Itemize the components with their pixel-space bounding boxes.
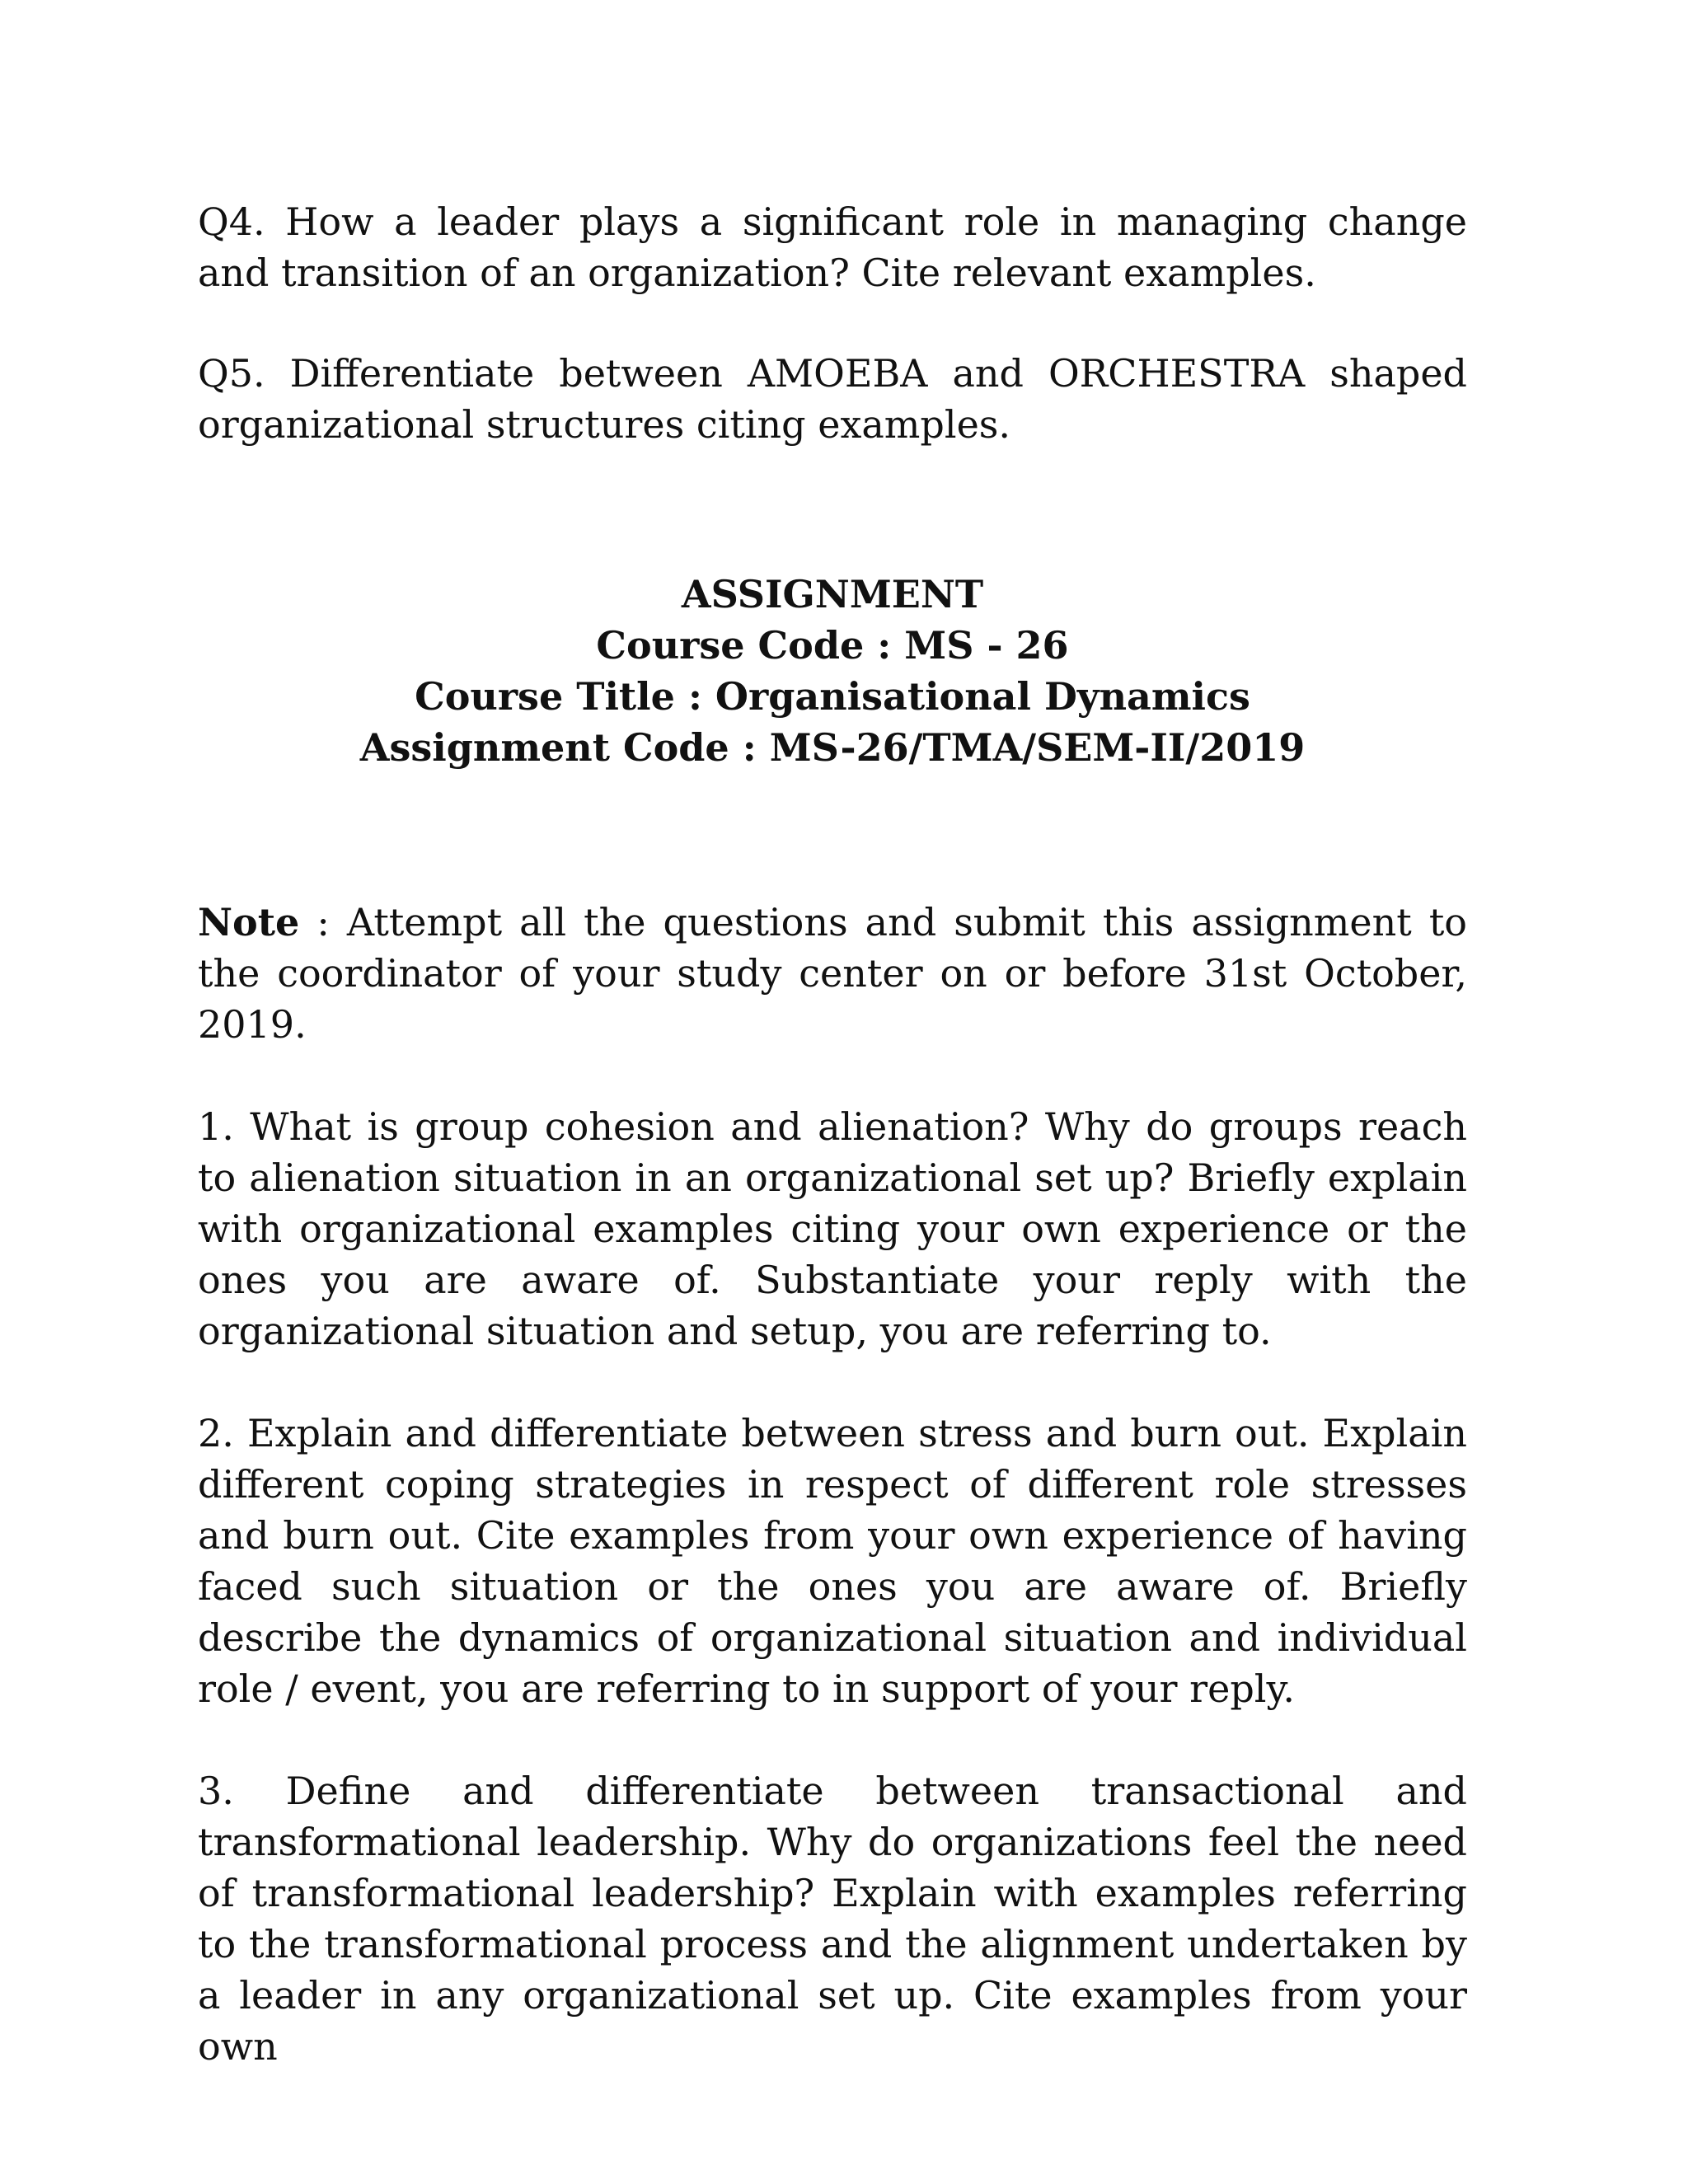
document-page <box>198 196 1467 2072</box>
note-label: Note <box>198 900 300 944</box>
heading-title: ASSIGNMENT <box>681 572 984 616</box>
question-2: 2. Explain and differentiate between stress and burn out. Explain different coping strategies in respect of different role stresses and burn out. Cite examples from your own experience of having faced such situation or the ones you are aware of. Briefly describe the dynamics of organizational situation and individual role / event, you are referring to in support of your reply. <box>198 1411 1467 1711</box>
note-paragraph <box>198 897 1467 1050</box>
note-text: : Attempt all the questions and submit this assignment to the coordinator of your study center on or before 31st October, 2019. <box>198 900 1467 1047</box>
question-1: 1. What is group cohesion and alienation? Why do groups reach to alienation situation in an organizational set up? Briefly explain with organizational examples citing your own experience or the ones you are aware of. Substantiate your reply with the organizational situation and setup, you are referring to. <box>198 1104 1467 1353</box>
heading-assignment-code: Assignment Code : MS-26/TMA/SEM-II/2019 <box>359 725 1306 770</box>
heading-course-code: Course Code : MS - 26 <box>596 623 1069 668</box>
question-q4: Q4. How a leader plays a significant role in managing change and transition of an organization? Cite relevant examples. <box>198 199 1467 295</box>
question-3: 3. Define and differentiate between transactional and transformational leadership. Why do organizations feel the need of transformational leadership? Explain with examples referring to the transformational process and the alignment undertaken by a leader in any organizational set up. Cite examples from your own <box>198 1769 1467 2069</box>
heading-course-title: Course Title : Organisational Dynamics <box>415 674 1250 719</box>
assignment-heading <box>198 569 1467 773</box>
question-q5: Q5. Differentiate between AMOEBA and ORCHESTRA shaped organizational structures citing examples. <box>198 351 1467 447</box>
